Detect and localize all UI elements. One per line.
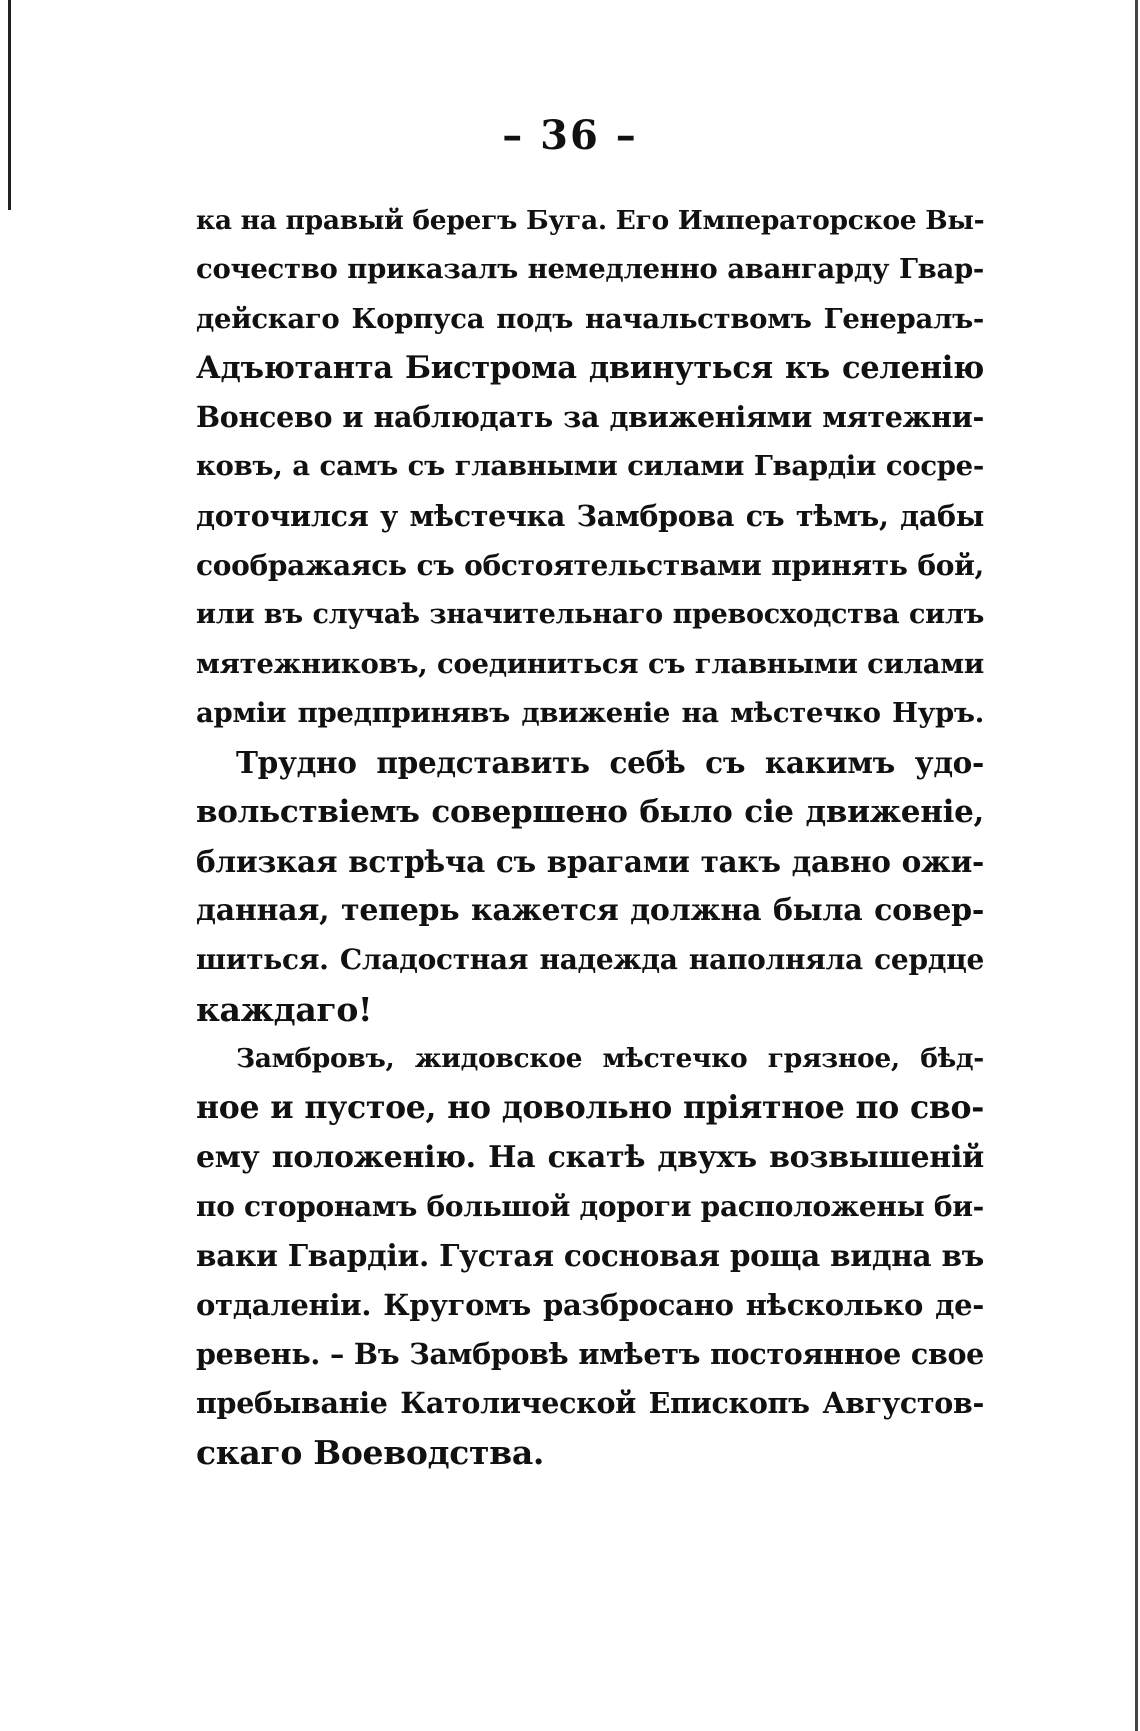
text-line: данная, теперь кажется должна была совер- — [196, 893, 984, 929]
text-line: ваки Гвардіи. Густая сосновая роща видна въ — [196, 1238, 984, 1274]
text-line: Вонсево и наблюдать за движеніями мятежни- — [196, 400, 984, 435]
text-line: или въ случаѣ значительнаго превосходства силъ — [196, 599, 984, 631]
text-line: близкая встрѣча съ врагами такъ давно ожи- — [196, 843, 984, 879]
text-line: Трудно представить себѣ съ какимъ удо- — [236, 745, 984, 781]
paragraph-3 — [196, 1034, 984, 1478]
body-text — [196, 196, 984, 1478]
page-edge-left — [8, 0, 11, 210]
text-line: ревень. – Въ Замбровѣ имѣетъ постоянное свое — [196, 1336, 984, 1371]
text-line: каждаго! — [196, 989, 373, 1029]
text-line: соображаясь съ обстоятельствами принять бой, — [196, 549, 984, 583]
text-line: вольствіемъ совершено было сіе движеніе, — [196, 793, 984, 830]
text-line: отдаленіи. Кругомъ разбросано нѣсколько де- — [196, 1287, 984, 1322]
text-line: Замбровъ, жидовское мѣстечко грязное, бѣд- — [236, 1043, 984, 1075]
text-line: мятежниковъ, соединиться съ главными силами — [196, 647, 984, 680]
page-edge-right — [1135, 0, 1138, 1731]
page-number: – 36 – — [502, 112, 638, 159]
text-line: доточился у мѣстечка Замброва съ тѣмъ, дабы — [196, 498, 984, 533]
text-line: арміи предпринявъ движеніе на мѣстечко Нуръ. — [196, 696, 984, 729]
text-line: пребываніе Католической Епископъ Августов- — [196, 1386, 984, 1421]
text-line: скаго Воеводства. — [196, 1433, 545, 1473]
text-line: ему положенію. На скатѣ двухъ возвышеній — [196, 1139, 984, 1175]
text-line: дейскаго Корпуса подъ начальствомъ Генералъ- — [196, 302, 984, 335]
text-line: ковъ, а самъ съ главными силами Гвардіи сосре- — [196, 450, 984, 483]
text-line: Адъютанта Бистрома двинуться къ селенію — [196, 349, 984, 386]
text-line: ка на правый берегъ Буга. Его Императорское Вы- — [196, 205, 985, 236]
text-line: шиться. Сладостная надежда наполняла сердце — [196, 943, 984, 977]
paragraph-2 — [196, 738, 984, 1034]
text-line: сочество приказалъ немедленно авангарду Гвар- — [196, 253, 984, 286]
text-line: ное и пустое, но довольно пріятное по сво- — [196, 1089, 984, 1127]
paragraph-1 — [196, 196, 984, 738]
text-line: по сторонамъ большой дороги расположены би- — [196, 1189, 984, 1223]
